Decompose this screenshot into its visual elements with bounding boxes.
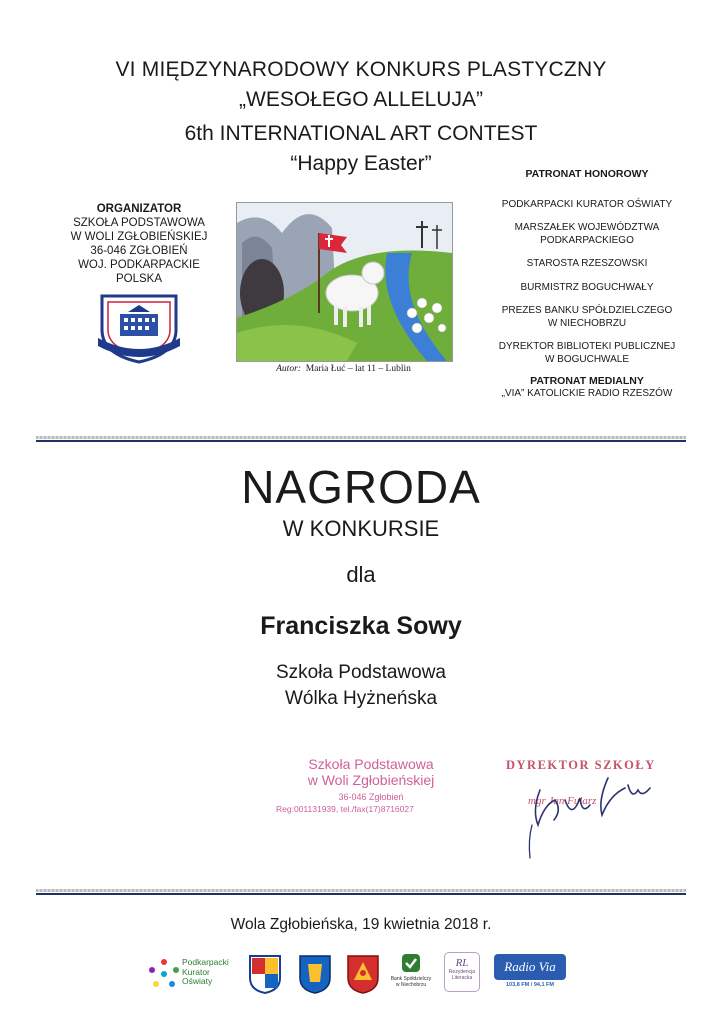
stamp-line: w Woli Zgłobieńskiej — [307, 772, 435, 788]
organizer-line: POLSKA — [115, 273, 163, 285]
patron-line: STAROSTA RZESZOWSKI — [526, 258, 648, 269]
patronage-heading: PATRONAT HONOROWY — [525, 168, 649, 180]
kurator-logo-line: Podkarpacki — [182, 957, 229, 967]
patron-line: BURMISTRZ BOGUCHWAŁY — [520, 281, 654, 293]
kurator-logo-icon — [148, 958, 180, 990]
patron-item — [476, 341, 698, 366]
radio-via-logo: Radio Via — [494, 954, 566, 980]
library-logo-line: Literacka — [451, 975, 473, 981]
patron-line: PODKARPACKIEGO — [540, 234, 634, 246]
director-name: mgr Jan Fularz — [528, 795, 597, 807]
contest-subtitle-en: “Happy Easter” — [290, 152, 432, 175]
patron-line: MARSZAŁEK WOJEWÓDZTWA — [514, 222, 660, 233]
contest-title-pl: VI MIĘDZYNARODOWY KONKURS PLASTYCZNY — [115, 58, 607, 81]
patron-line: W BOGUCHWALE — [544, 353, 630, 365]
author-label: Autor: — [276, 364, 301, 374]
school-logo — [94, 290, 184, 364]
library-logo-mark: RL — [455, 957, 469, 969]
organizer-block — [48, 202, 230, 286]
library-logo-line: Rezydencja — [448, 969, 476, 975]
contest-title-en: 6th INTERNATIONAL ART CONTEST — [184, 122, 538, 145]
patron-line: PREZES BANKU SPÓŁDZIELCZEGO — [501, 305, 673, 316]
bank-logo-line: w Niechobrzu — [395, 982, 427, 988]
bank-logo-icon — [400, 952, 422, 976]
director-signature-icon — [510, 770, 660, 860]
organizer-line: W WOLI ZGŁOBIEŃSKIEJ — [70, 231, 208, 243]
bottom-divider — [36, 889, 686, 895]
kurator-logo-line: Oświaty — [182, 976, 213, 986]
director-title: DYREKTOR SZKOŁY — [506, 758, 656, 772]
contest-subtitle-pl: „WESOŁEGO ALLELUJA” — [239, 88, 483, 111]
organizer-line: SZKOŁA PODSTAWOWA — [73, 217, 205, 229]
voivodeship-coat-of-arms-icon — [248, 954, 282, 994]
patron-item — [476, 305, 698, 330]
kurator-logo — [182, 958, 229, 987]
recipient-school-place: Wólka Hyżneńska — [284, 688, 438, 709]
painting-caption — [236, 364, 451, 374]
stamp-line: 36-046 Zgłobień — [338, 792, 404, 802]
patron-item — [476, 258, 698, 271]
author-name: Maria Łuć – lat 11 – Lublin — [305, 364, 411, 374]
organizer-heading: ORGANIZATOR — [96, 203, 182, 215]
top-divider — [36, 436, 686, 442]
award-title: NAGRODA — [241, 461, 481, 513]
organizer-line: 36-046 ZGŁOBIEŃ — [90, 245, 188, 257]
patron-item — [476, 282, 698, 295]
school-stamp — [276, 756, 466, 814]
bank-logo-line: Bank Spółdzielczy — [390, 976, 432, 982]
county-coat-of-arms-icon — [298, 954, 332, 994]
library-logo — [444, 952, 480, 992]
patron-line: DYREKTOR BIBLIOTEKI PUBLICZNEJ — [498, 341, 676, 352]
media-patronage-heading: PATRONAT MEDIALNY — [530, 375, 644, 387]
award-subtitle: W KONKURSIE — [282, 516, 440, 541]
award-for: dla — [346, 562, 376, 587]
sponsor-logos — [148, 952, 578, 994]
patron-item — [476, 199, 698, 212]
kurator-logo-line: Kurator — [182, 966, 210, 977]
patron-line: PODKARPACKI KURATOR OŚWIATY — [501, 198, 673, 210]
recipient-name: Franciszka Sowy — [260, 612, 462, 640]
school-shield-icon — [94, 290, 184, 364]
stamp-line: Reg:001131939, tel./fax(17)8716027 — [276, 804, 414, 814]
bank-logo — [386, 976, 436, 988]
award-painting — [236, 202, 453, 362]
stamp-line: Szkoła Podstawowa — [308, 756, 434, 772]
organizer-line: WOJ. PODKARPACKIE — [78, 259, 200, 271]
patron-item — [476, 222, 698, 247]
place-date: Wola Zgłobieńska, 19 kwietnia 2018 r. — [230, 916, 492, 933]
town-coat-of-arms-icon — [346, 954, 380, 994]
easter-lamb-painting-icon — [237, 203, 452, 361]
patronage-block — [476, 168, 698, 400]
radio-frequency: 103,8 FM / 94,1 FM — [506, 982, 554, 988]
patron-line: W NIECHOBRZU — [547, 317, 627, 329]
media-patron: „VIA” KATOLICKIE RADIO RZESZÓW — [501, 387, 673, 399]
recipient-school: Szkoła Podstawowa — [275, 662, 447, 683]
